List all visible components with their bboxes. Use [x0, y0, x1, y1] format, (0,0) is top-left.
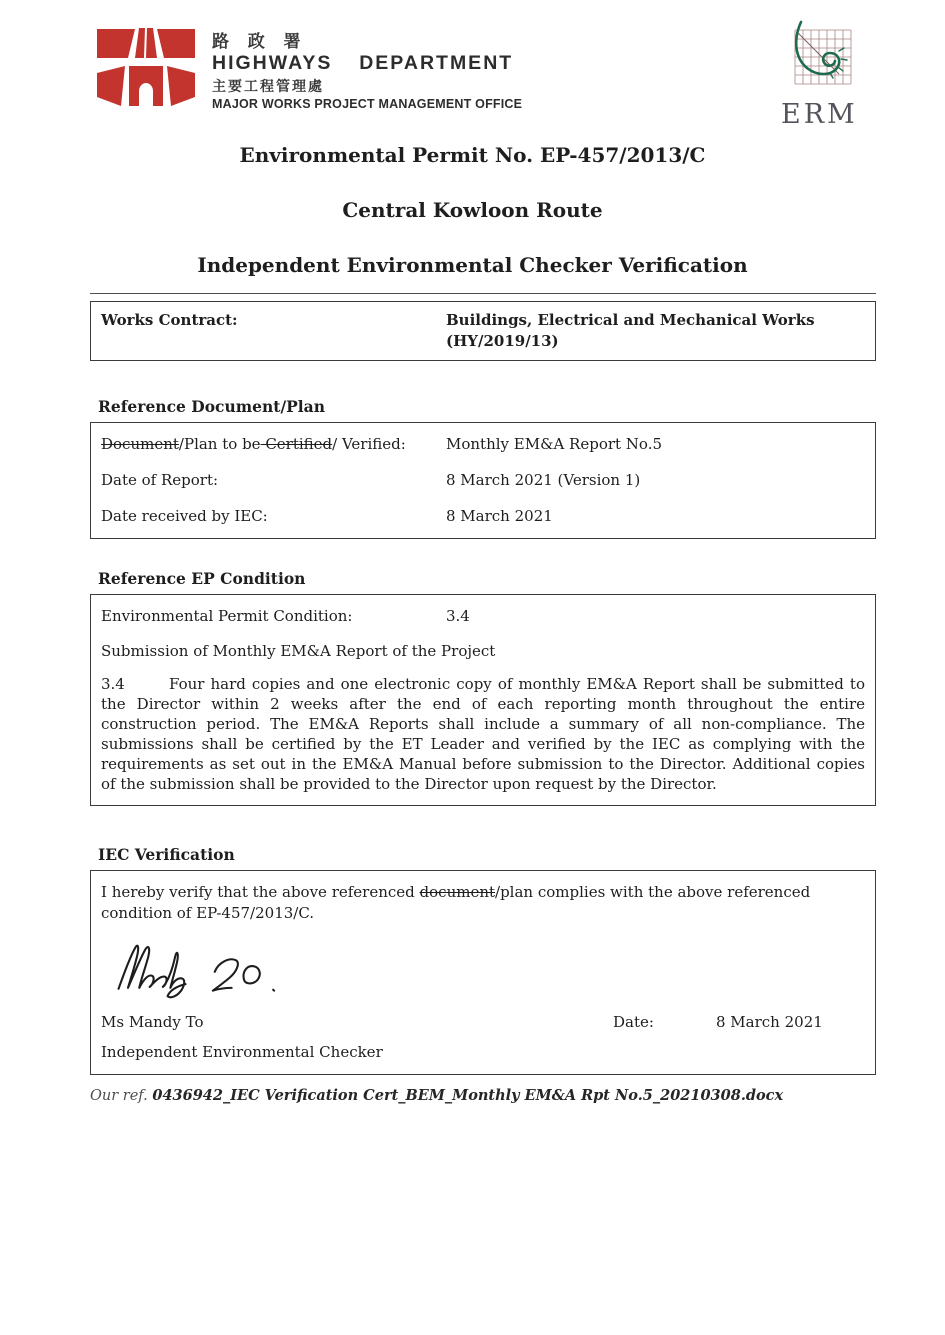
top-rule [90, 293, 876, 294]
ep-clause [101, 674, 865, 794]
erm-wordmark: ERM [781, 99, 858, 130]
ep-condition-label: Environmental Permit Condition: [101, 607, 353, 626]
doc-plan-label [101, 434, 446, 455]
ep-condition-subject: Submission of Monthly EM&A Report of the Project [101, 642, 496, 661]
footer-ref-label: Our ref. [90, 1088, 148, 1105]
highways-department-logo-icon [95, 26, 197, 108]
section-heading-reference-ep: Reference EP Condition [98, 569, 306, 589]
signature-area [105, 936, 865, 1002]
signatory-name: Ms Mandy To [101, 1013, 204, 1032]
footer-reference [90, 1087, 945, 1104]
statement-part-3: /plan complies with the above referenced condition of EP-457/2013/C. [101, 883, 811, 923]
date-value: 8 March 2021 [716, 1013, 823, 1032]
title-permit-no: Environmental Permit No. EP-457/2013/C [239, 143, 706, 167]
verification-statement [101, 882, 865, 924]
section-heading-reference-document: Reference Document/Plan [98, 397, 325, 416]
iec-verification-box [90, 870, 876, 1075]
dept-name-zh: 路 政 署 [212, 32, 308, 51]
office-name-en: MAJOR WORKS PROJECT MANAGEMENT OFFICE [212, 96, 523, 111]
reference-ep-box [90, 594, 876, 806]
erm-logo-block [781, 20, 867, 128]
title-project-name: Central Kowloon Route [342, 198, 603, 222]
page-header [0, 0, 945, 130]
dept-name-en: HIGHWAYS DEPARTMENT [212, 51, 514, 74]
ep-clause-text: Four hard copies and one electronic copy of monthly EM&A Report shall be submitted to the Director within 2 weeks after the end of each reporting month throughout the entire construction period. The EM&A Reports shall include a summary of all non-compliance. The submissions shall be certified by the ET Leader and verified by the IEC as complying with the requirements as set out in the EM&A Manual before submission to the Director. Additional copies of the submission shall be provided to the Director upon request by the Director. [101, 675, 865, 794]
date-received-label: Date received by IEC: [101, 507, 268, 526]
doc-plan-value: Monthly EM&A Report No.5 [446, 435, 663, 454]
section-heading-iec-verification: IEC Verification [98, 845, 235, 865]
date-label: Date: [613, 1013, 654, 1032]
doc-plan-label-verified: / Verified: [332, 435, 406, 454]
works-contract-row [101, 310, 865, 352]
ep-condition-row [101, 606, 865, 627]
reference-document-box [90, 422, 876, 539]
date-of-report-label: Date of Report: [101, 471, 219, 490]
signatory-title: Independent Environmental Checker [101, 1043, 383, 1062]
date-received-row [101, 506, 865, 527]
highways-department-block [95, 26, 522, 112]
doc-plan-row [101, 434, 865, 455]
ep-clause-number: 3.4 [101, 675, 125, 694]
date-received-value: 8 March 2021 [446, 507, 553, 526]
signature-mandy-to [105, 936, 315, 1002]
date-of-report-row [101, 470, 865, 491]
signatory-date-row [101, 1012, 865, 1033]
erm-fern-grid-icon [781, 20, 867, 96]
statement-document-struck: document [419, 883, 496, 902]
doc-plan-label-plan: /Plan to be [178, 435, 261, 454]
works-contract-label: Works Contract: [101, 311, 238, 329]
doc-plan-label-document-struck: Document [101, 435, 179, 454]
footer-ref-value: 0436942_IEC Verification Cert_BEM_Monthly EM&A Rpt No.5_20210308.docx [152, 1087, 784, 1105]
office-name-zh: 主要工程管理處 [212, 77, 324, 94]
statement-part-1: I hereby verify that the above referenced [101, 883, 420, 902]
doc-plan-label-certified-struck: Certified [260, 435, 333, 454]
title-doc-type: Independent Environmental Checker Verification [197, 253, 748, 277]
works-contract-value: Buildings, Electrical and Mechanical Works (HY/2019/13) [446, 311, 826, 350]
date-of-report-value: 8 March 2021 (Version 1) [446, 471, 641, 490]
works-contract-box [90, 301, 876, 361]
department-titles [212, 26, 522, 112]
ep-condition-value: 3.4 [446, 607, 470, 626]
